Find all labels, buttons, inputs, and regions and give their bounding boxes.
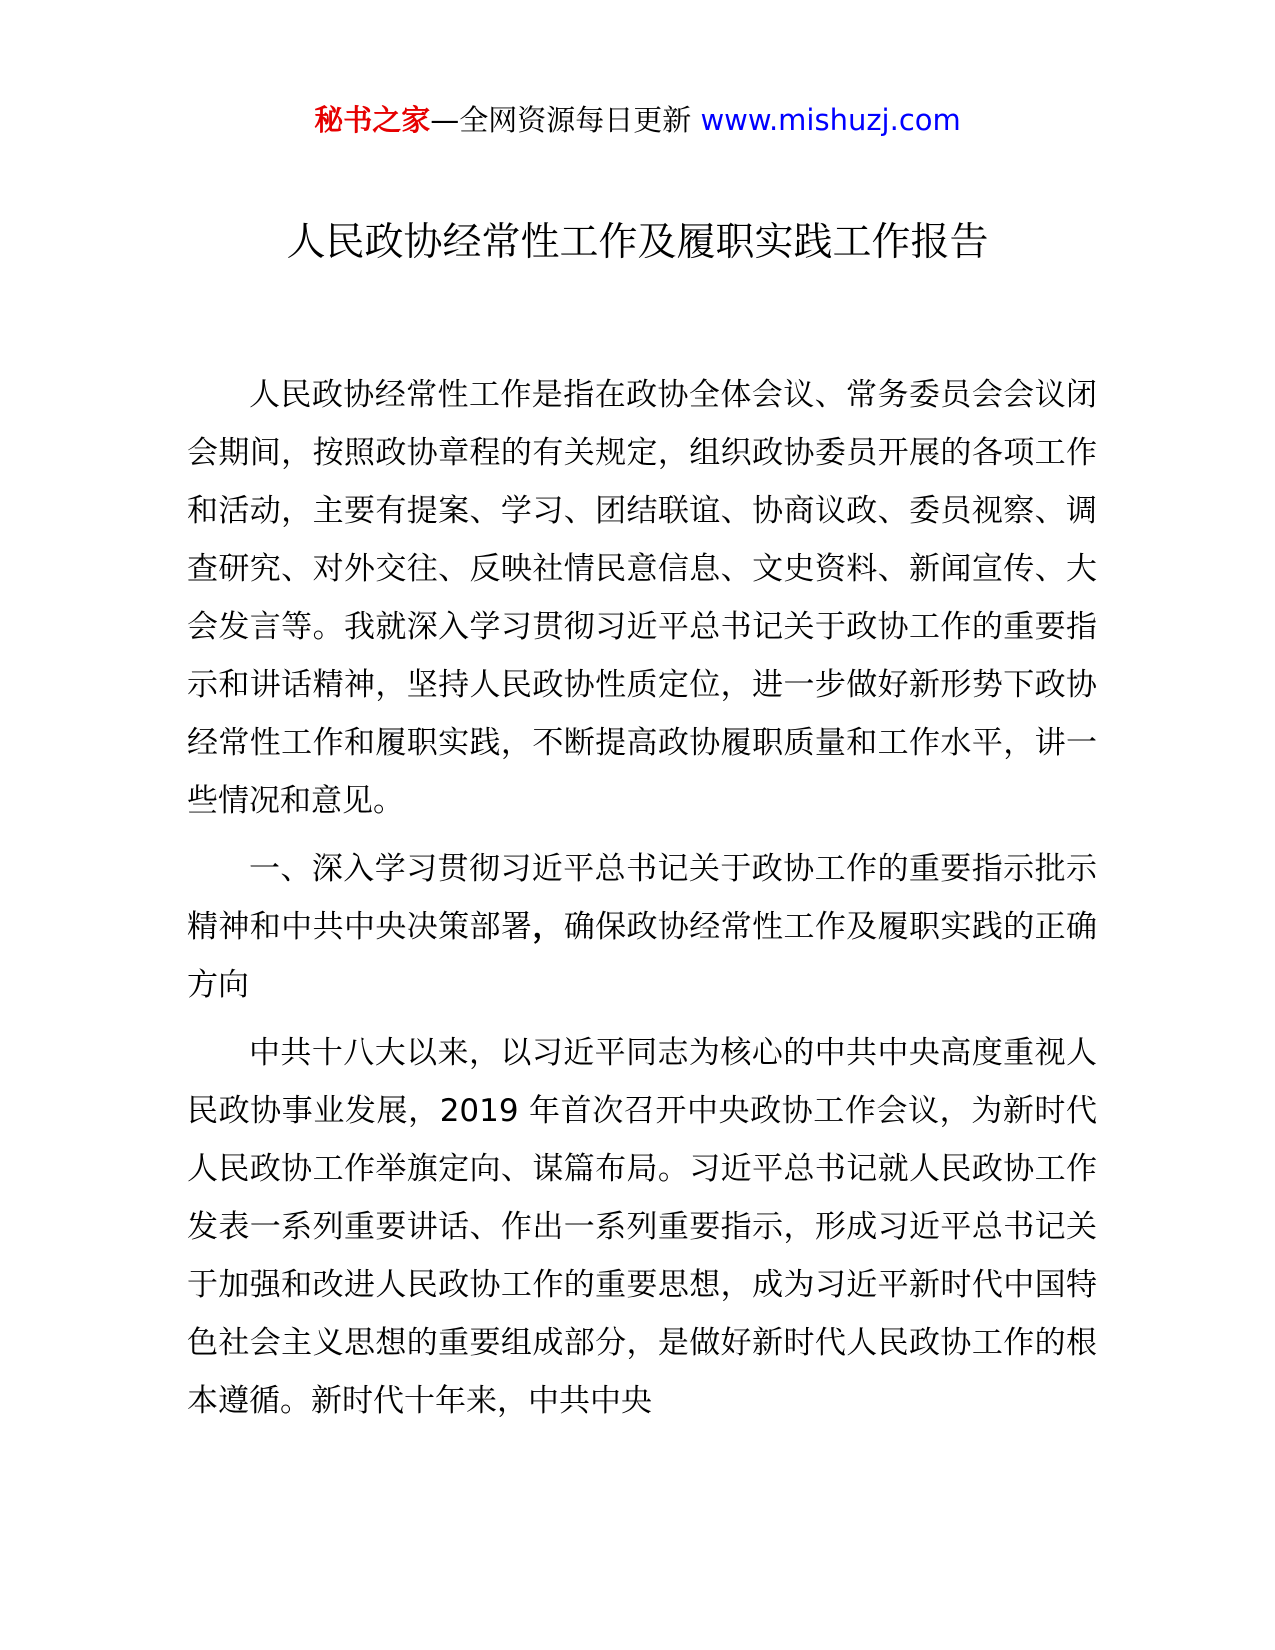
brand-name: 秘书之家	[314, 103, 431, 137]
section-heading-comma: ，	[532, 909, 564, 945]
document-body	[187, 366, 1097, 1440]
site-url-link[interactable]: www.mishuzj.com	[700, 103, 961, 137]
body-paragraph: 中共十八大以来，以习近平同志为核心的中共中央高度重视人民政协事业发展，2019 年首次召开中央政协工作会议，为新时代人民政协工作举旗定向、谋篇布局。习近平总书记就人民政协工作发表一系列重要讲话、作出一系列重要指示，形成习近平总书记关于加强和改进人民政协工作的重要思想，成为习近平新时代中国特色社会主义思想的重要组成部分，是做好新时代人民政协工作的根本遵循。新时代十年来，中共中央	[187, 1035, 1097, 1419]
intro-paragraph: 人民政协经常性工作是指在政协全体会议、常务委员会会议闭会期间，按照政协章程的有关规定，组织政协委员开展的各项工作和活动，主要有提案、学习、团结联谊、协商议政、委员视察、调查研究、对外交往、反映社情民意信息、文史资料、新闻宣传、大会发言等。我就深入学习贯彻习近平总书记关于政协工作的重要指示和讲话精神，坚持人民政协性质定位，进一步做好新形势下政协经常性工作和履职实践，不断提高政协履职质量和工作水平，讲一些情况和意见。	[187, 377, 1097, 819]
section-heading	[187, 840, 1097, 1014]
header-slogan: 全网资源每日更新	[459, 103, 701, 137]
site-header	[0, 100, 1275, 140]
header-dash: —	[430, 103, 460, 137]
document-title: 人民政协经常性工作及履职实践工作报告	[286, 220, 989, 265]
section-heading-lead: 一、深入学习贯彻习近平总书记关于政协工作的重要指示批示精神和中共中央决策部署	[187, 851, 1097, 945]
section-heading-rest: 确保政协经常性工作及履职实践的正确方向	[187, 909, 1098, 1003]
